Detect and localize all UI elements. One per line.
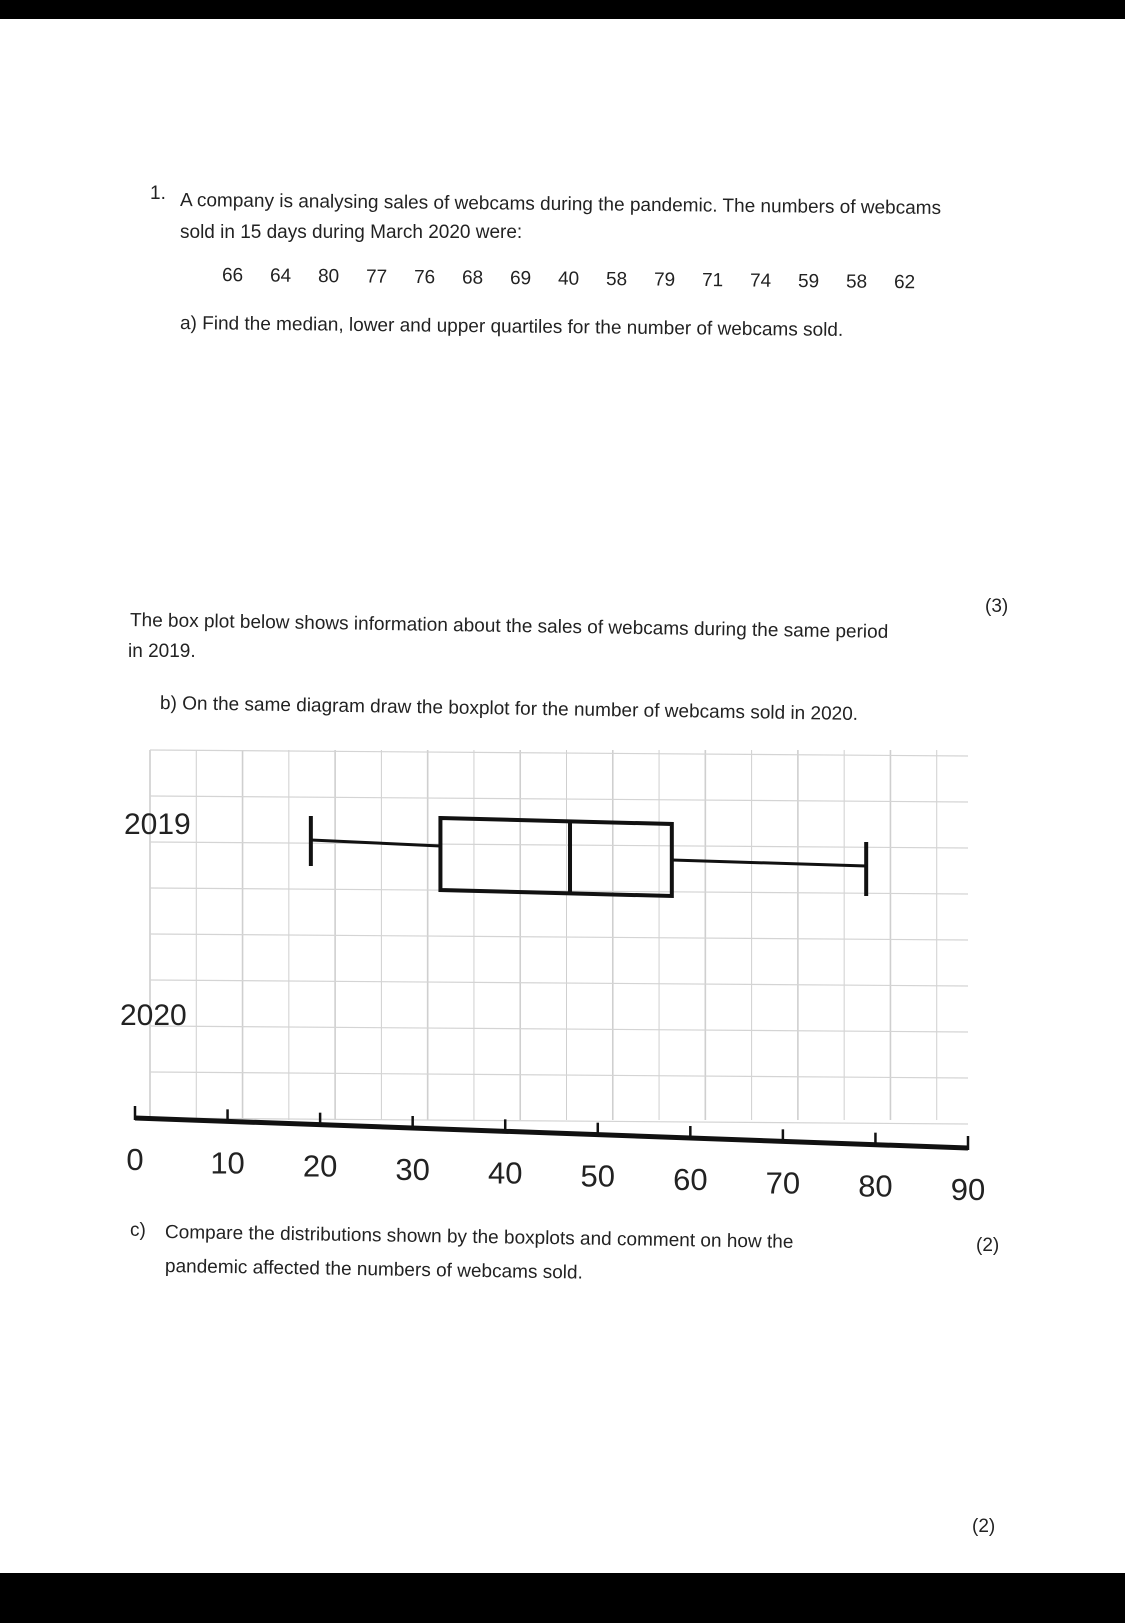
axis-tick-label: 20 [302,1148,338,1184]
grid-line-horizontal [150,934,968,940]
axis-tick-label: 30 [395,1152,430,1187]
data-value: 74 [749,270,772,292]
data-value: 58 [845,271,868,293]
axis-tick-label: 10 [210,1145,245,1181]
axis-tick-label: 0 [126,1142,144,1177]
data-value: 58 [605,269,628,291]
grid-line-horizontal [150,750,968,756]
grid-line-horizontal [150,796,968,802]
question-text-line2: sold in 15 days during March 2020 were: [180,222,523,243]
part-b-question: b) On the same diagram draw the boxplot for the number of webcams sold in 2020. [159,693,859,725]
grid-line-horizontal [150,1026,968,1032]
marks-part-b: (2) [976,1235,1000,1256]
axis-tick-label: 40 [487,1155,523,1191]
data-value: 79 [653,269,676,291]
data-value: 68 [461,267,484,289]
data-value: 62 [893,272,916,294]
question-text-line1: A company is analysing sales of webcams during the pandemic. The numbers of webcams [179,190,942,219]
data-value: 76 [413,267,436,289]
data-value: 71 [701,270,724,292]
grid-line-horizontal [150,1072,968,1078]
data-value: 66 [221,265,244,287]
data-value: 69 [509,268,532,290]
part-c-label: c) [130,1220,146,1241]
boxplot-intro-line1: The box plot below shows information about the sales of webcams during the same period [129,610,889,643]
data-value: 77 [365,266,388,288]
axis-tick-label: 70 [765,1165,801,1201]
whisker-right [672,860,866,866]
row-label-2019: 2019 [124,808,191,841]
box-2019 [440,818,671,896]
boxplot-marks [311,816,866,896]
axis-tick-label: 60 [673,1162,708,1197]
part-c-question-line1: Compare the distributions shown by the boxplots and comment on how the [164,1222,794,1253]
axis-tick-label: 90 [950,1172,986,1207]
data-value: 80 [317,266,340,288]
chart-grid [150,750,968,1124]
question-number: 1. [150,183,166,204]
part-c-question-line2: pandemic affected the numbers of webcams sold. [164,1256,584,1284]
axis-tick-label: 50 [580,1158,616,1194]
boxplot-intro-line2: in 2019. [128,641,196,662]
part-a-question: a) Find the median, lower and upper quartiles for the number of webcams sold. [179,313,844,341]
data-value: 40 [557,268,580,290]
data-value: 59 [797,271,820,293]
marks-part-a: (3) [985,596,1009,617]
row-label-2020: 2020 [120,999,187,1032]
data-value: 64 [269,265,292,287]
bottom-black-border [0,1573,1125,1623]
marks-part-c: (2) [972,1516,996,1537]
grid-line-horizontal [150,980,968,986]
grid-line-horizontal [150,842,968,848]
axis-tick-label: 80 [858,1168,893,1204]
